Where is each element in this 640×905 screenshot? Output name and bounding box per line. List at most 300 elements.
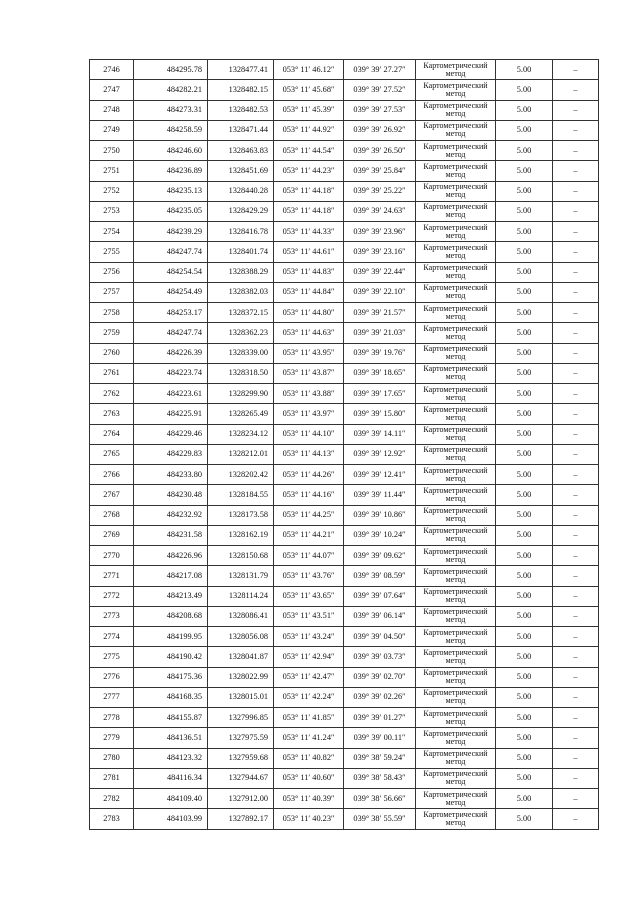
accuracy-cell: 5.00 <box>496 465 553 485</box>
table-row <box>90 546 599 566</box>
point-number-cell: 2754 <box>90 222 134 242</box>
coord-x-cell: 484295.78 <box>134 60 208 80</box>
method-cell: Картометрический метод <box>416 363 496 383</box>
coord-y-cell: 1328429.29 <box>208 201 274 221</box>
coord-x-cell: 484254.54 <box>134 262 208 282</box>
coord-x-cell: 484235.05 <box>134 201 208 221</box>
table-row <box>90 789 599 809</box>
point-number-cell: 2776 <box>90 667 134 687</box>
longitude-cell: 039° 39′ 04.50″ <box>344 627 416 647</box>
coord-y-cell: 1327944.67 <box>208 768 274 788</box>
longitude-cell: 039° 39′ 27.53″ <box>344 100 416 120</box>
coord-x-cell: 484236.89 <box>134 161 208 181</box>
coord-y-cell: 1327996.85 <box>208 708 274 728</box>
table-row <box>90 606 599 626</box>
coord-x-cell: 484175.36 <box>134 667 208 687</box>
latitude-cell: 053° 11′ 44.61″ <box>274 242 344 262</box>
accuracy-cell: 5.00 <box>496 100 553 120</box>
note-cell: – <box>553 768 599 788</box>
longitude-cell: 039° 39′ 07.64″ <box>344 586 416 606</box>
coord-x-cell: 484223.74 <box>134 363 208 383</box>
coord-y-cell: 1328299.90 <box>208 384 274 404</box>
note-cell: – <box>553 384 599 404</box>
table-row <box>90 161 599 181</box>
coord-y-cell: 1328086.41 <box>208 606 274 626</box>
note-cell: – <box>553 789 599 809</box>
coord-x-cell: 484190.42 <box>134 647 208 667</box>
table-row <box>90 100 599 120</box>
accuracy-cell: 5.00 <box>496 768 553 788</box>
point-number-cell: 2756 <box>90 262 134 282</box>
note-cell: – <box>553 606 599 626</box>
longitude-cell: 039° 39′ 03.73″ <box>344 647 416 667</box>
coord-x-cell: 484231.58 <box>134 525 208 545</box>
coord-x-cell: 484282.21 <box>134 80 208 100</box>
latitude-cell: 053° 11′ 43.88″ <box>274 384 344 404</box>
latitude-cell: 053° 11′ 44.10″ <box>274 424 344 444</box>
note-cell: – <box>553 60 599 80</box>
coord-x-cell: 484109.40 <box>134 789 208 809</box>
note-cell: – <box>553 444 599 464</box>
accuracy-cell: 5.00 <box>496 242 553 262</box>
note-cell: – <box>553 262 599 282</box>
latitude-cell: 053° 11′ 43.24″ <box>274 627 344 647</box>
longitude-cell: 039° 39′ 19.76″ <box>344 343 416 363</box>
method-cell: Картометрический метод <box>416 343 496 363</box>
method-cell: Картометрический метод <box>416 80 496 100</box>
method-cell: Картометрический метод <box>416 404 496 424</box>
coord-y-cell: 1328372.15 <box>208 303 274 323</box>
coord-y-cell: 1327975.59 <box>208 728 274 748</box>
latitude-cell: 053° 11′ 44.07″ <box>274 546 344 566</box>
note-cell: – <box>553 242 599 262</box>
coord-x-cell: 484233.80 <box>134 465 208 485</box>
point-number-cell: 2762 <box>90 384 134 404</box>
coord-y-cell: 1328173.58 <box>208 505 274 525</box>
table-row <box>90 120 599 140</box>
note-cell: – <box>553 748 599 768</box>
coord-x-cell: 484253.17 <box>134 303 208 323</box>
latitude-cell: 053° 11′ 42.94″ <box>274 647 344 667</box>
longitude-cell: 039° 39′ 26.92″ <box>344 120 416 140</box>
note-cell: – <box>553 181 599 201</box>
latitude-cell: 053° 11′ 42.24″ <box>274 687 344 707</box>
coord-x-cell: 484239.29 <box>134 222 208 242</box>
accuracy-cell: 5.00 <box>496 343 553 363</box>
note-cell: – <box>553 120 599 140</box>
method-cell: Картометрический метод <box>416 768 496 788</box>
table-row <box>90 424 599 444</box>
coord-y-cell: 1328362.23 <box>208 323 274 343</box>
table-row <box>90 181 599 201</box>
point-number-cell: 2747 <box>90 80 134 100</box>
note-cell: – <box>553 404 599 424</box>
coord-x-cell: 484225.91 <box>134 404 208 424</box>
table-row <box>90 60 599 80</box>
method-cell: Картометрический метод <box>416 262 496 282</box>
longitude-cell: 039° 38′ 58.43″ <box>344 768 416 788</box>
accuracy-cell: 5.00 <box>496 303 553 323</box>
table-row <box>90 728 599 748</box>
coord-y-cell: 1328451.69 <box>208 161 274 181</box>
method-cell: Картометрический метод <box>416 384 496 404</box>
table-row <box>90 222 599 242</box>
accuracy-cell: 5.00 <box>496 384 553 404</box>
note-cell: – <box>553 566 599 586</box>
table-row <box>90 343 599 363</box>
point-number-cell: 2757 <box>90 282 134 302</box>
coord-y-cell: 1328265.49 <box>208 404 274 424</box>
table-body <box>90 60 599 830</box>
table-row <box>90 242 599 262</box>
method-cell: Картометрический метод <box>416 120 496 140</box>
accuracy-cell: 5.00 <box>496 546 553 566</box>
coord-x-cell: 484116.34 <box>134 768 208 788</box>
longitude-cell: 039° 39′ 11.44″ <box>344 485 416 505</box>
note-cell: – <box>553 343 599 363</box>
table-row <box>90 586 599 606</box>
coord-x-cell: 484247.74 <box>134 242 208 262</box>
method-cell: Картометрический метод <box>416 100 496 120</box>
longitude-cell: 039° 39′ 23.96″ <box>344 222 416 242</box>
note-cell: – <box>553 161 599 181</box>
point-number-cell: 2770 <box>90 546 134 566</box>
table-row <box>90 647 599 667</box>
note-cell: – <box>553 647 599 667</box>
coord-y-cell: 1328212.01 <box>208 444 274 464</box>
method-cell: Картометрический метод <box>416 525 496 545</box>
coord-x-cell: 484254.49 <box>134 282 208 302</box>
coord-y-cell: 1327912.00 <box>208 789 274 809</box>
longitude-cell: 039° 38′ 56.66″ <box>344 789 416 809</box>
note-cell: – <box>553 100 599 120</box>
note-cell: – <box>553 627 599 647</box>
coord-x-cell: 484208.68 <box>134 606 208 626</box>
table-row <box>90 687 599 707</box>
latitude-cell: 053° 11′ 44.25″ <box>274 505 344 525</box>
method-cell: Картометрический метод <box>416 728 496 748</box>
latitude-cell: 053° 11′ 40.82″ <box>274 748 344 768</box>
point-number-cell: 2753 <box>90 201 134 221</box>
latitude-cell: 053° 11′ 44.26″ <box>274 465 344 485</box>
coord-y-cell: 1328022.99 <box>208 667 274 687</box>
latitude-cell: 053° 11′ 43.51″ <box>274 606 344 626</box>
longitude-cell: 039° 39′ 24.63″ <box>344 201 416 221</box>
accuracy-cell: 5.00 <box>496 323 553 343</box>
coord-x-cell: 484230.48 <box>134 485 208 505</box>
coordinates-table <box>89 59 599 830</box>
accuracy-cell: 5.00 <box>496 120 553 140</box>
latitude-cell: 053° 11′ 44.63″ <box>274 323 344 343</box>
accuracy-cell: 5.00 <box>496 647 553 667</box>
point-number-cell: 2783 <box>90 809 134 829</box>
point-number-cell: 2760 <box>90 343 134 363</box>
coord-y-cell: 1328184.55 <box>208 485 274 505</box>
latitude-cell: 053° 11′ 44.13″ <box>274 444 344 464</box>
coord-x-cell: 484155.87 <box>134 708 208 728</box>
point-number-cell: 2778 <box>90 708 134 728</box>
method-cell: Картометрический метод <box>416 566 496 586</box>
point-number-cell: 2767 <box>90 485 134 505</box>
coord-x-cell: 484229.46 <box>134 424 208 444</box>
table-row <box>90 323 599 343</box>
accuracy-cell: 5.00 <box>496 708 553 728</box>
method-cell: Картометрический метод <box>416 465 496 485</box>
latitude-cell: 053° 11′ 44.84″ <box>274 282 344 302</box>
note-cell: – <box>553 201 599 221</box>
accuracy-cell: 5.00 <box>496 566 553 586</box>
method-cell: Картометрический метод <box>416 424 496 444</box>
table-row <box>90 444 599 464</box>
method-cell: Картометрический метод <box>416 485 496 505</box>
accuracy-cell: 5.00 <box>496 80 553 100</box>
point-number-cell: 2749 <box>90 120 134 140</box>
latitude-cell: 053° 11′ 41.85″ <box>274 708 344 728</box>
accuracy-cell: 5.00 <box>496 505 553 525</box>
table-row <box>90 384 599 404</box>
accuracy-cell: 5.00 <box>496 525 553 545</box>
coord-y-cell: 1328015.01 <box>208 687 274 707</box>
longitude-cell: 039° 39′ 21.57″ <box>344 303 416 323</box>
coord-x-cell: 484123.32 <box>134 748 208 768</box>
point-number-cell: 2751 <box>90 161 134 181</box>
method-cell: Картометрический метод <box>416 323 496 343</box>
method-cell: Картометрический метод <box>416 161 496 181</box>
table-row <box>90 768 599 788</box>
longitude-cell: 039° 39′ 22.44″ <box>344 262 416 282</box>
method-cell: Картометрический метод <box>416 282 496 302</box>
table-row <box>90 404 599 424</box>
point-number-cell: 2769 <box>90 525 134 545</box>
accuracy-cell: 5.00 <box>496 789 553 809</box>
latitude-cell: 053° 11′ 44.23″ <box>274 161 344 181</box>
point-number-cell: 2782 <box>90 789 134 809</box>
point-number-cell: 2771 <box>90 566 134 586</box>
accuracy-cell: 5.00 <box>496 404 553 424</box>
table-row <box>90 627 599 647</box>
method-cell: Картометрический метод <box>416 667 496 687</box>
point-number-cell: 2779 <box>90 728 134 748</box>
coord-x-cell: 484168.35 <box>134 687 208 707</box>
latitude-cell: 053° 11′ 44.18″ <box>274 201 344 221</box>
method-cell: Картометрический метод <box>416 444 496 464</box>
latitude-cell: 053° 11′ 44.18″ <box>274 181 344 201</box>
latitude-cell: 053° 11′ 43.76″ <box>274 566 344 586</box>
coord-x-cell: 484226.39 <box>134 343 208 363</box>
accuracy-cell: 5.00 <box>496 444 553 464</box>
latitude-cell: 053° 11′ 42.47″ <box>274 667 344 687</box>
note-cell: – <box>553 282 599 302</box>
point-number-cell: 2764 <box>90 424 134 444</box>
coord-y-cell: 1328150.68 <box>208 546 274 566</box>
point-number-cell: 2759 <box>90 323 134 343</box>
longitude-cell: 039° 39′ 25.84″ <box>344 161 416 181</box>
coord-y-cell: 1328388.29 <box>208 262 274 282</box>
point-number-cell: 2774 <box>90 627 134 647</box>
note-cell: – <box>553 80 599 100</box>
coord-x-cell: 484226.96 <box>134 546 208 566</box>
point-number-cell: 2777 <box>90 687 134 707</box>
latitude-cell: 053° 11′ 44.33″ <box>274 222 344 242</box>
point-number-cell: 2763 <box>90 404 134 424</box>
accuracy-cell: 5.00 <box>496 262 553 282</box>
coord-x-cell: 484217.08 <box>134 566 208 586</box>
table-row <box>90 505 599 525</box>
coord-y-cell: 1328318.50 <box>208 363 274 383</box>
longitude-cell: 039° 39′ 12.92″ <box>344 444 416 464</box>
longitude-cell: 039° 39′ 00.11″ <box>344 728 416 748</box>
method-cell: Картометрический метод <box>416 708 496 728</box>
coord-y-cell: 1328471.44 <box>208 120 274 140</box>
longitude-cell: 039° 38′ 59.24″ <box>344 748 416 768</box>
point-number-cell: 2748 <box>90 100 134 120</box>
coord-y-cell: 1328162.19 <box>208 525 274 545</box>
method-cell: Картометрический метод <box>416 789 496 809</box>
longitude-cell: 039° 39′ 02.70″ <box>344 667 416 687</box>
method-cell: Картометрический метод <box>416 222 496 242</box>
coord-x-cell: 484258.59 <box>134 120 208 140</box>
longitude-cell: 039° 39′ 21.03″ <box>344 323 416 343</box>
coord-y-cell: 1328463.83 <box>208 141 274 161</box>
method-cell: Картометрический метод <box>416 303 496 323</box>
longitude-cell: 039° 39′ 26.50″ <box>344 141 416 161</box>
note-cell: – <box>553 667 599 687</box>
accuracy-cell: 5.00 <box>496 748 553 768</box>
coord-y-cell: 1328477.41 <box>208 60 274 80</box>
latitude-cell: 053° 11′ 44.92″ <box>274 120 344 140</box>
longitude-cell: 039° 39′ 27.27″ <box>344 60 416 80</box>
longitude-cell: 039° 39′ 25.22″ <box>344 181 416 201</box>
longitude-cell: 039° 39′ 14.11″ <box>344 424 416 444</box>
note-cell: – <box>553 687 599 707</box>
table-row <box>90 262 599 282</box>
latitude-cell: 053° 11′ 45.68″ <box>274 80 344 100</box>
accuracy-cell: 5.00 <box>496 687 553 707</box>
method-cell: Картометрический метод <box>416 586 496 606</box>
longitude-cell: 039° 39′ 10.24″ <box>344 525 416 545</box>
point-number-cell: 2781 <box>90 768 134 788</box>
coord-y-cell: 1328056.08 <box>208 627 274 647</box>
point-number-cell: 2772 <box>90 586 134 606</box>
latitude-cell: 053° 11′ 44.83″ <box>274 262 344 282</box>
coord-y-cell: 1328401.74 <box>208 242 274 262</box>
method-cell: Картометрический метод <box>416 748 496 768</box>
table-row <box>90 748 599 768</box>
point-number-cell: 2752 <box>90 181 134 201</box>
note-cell: – <box>553 505 599 525</box>
coord-y-cell: 1328234.12 <box>208 424 274 444</box>
accuracy-cell: 5.00 <box>496 141 553 161</box>
longitude-cell: 039° 39′ 23.16″ <box>344 242 416 262</box>
longitude-cell: 039° 39′ 22.10″ <box>344 282 416 302</box>
table-row <box>90 809 599 829</box>
latitude-cell: 053° 11′ 46.12″ <box>274 60 344 80</box>
table-row <box>90 708 599 728</box>
accuracy-cell: 5.00 <box>496 161 553 181</box>
coord-y-cell: 1328382.03 <box>208 282 274 302</box>
longitude-cell: 039° 39′ 15.80″ <box>344 404 416 424</box>
method-cell: Картометрический метод <box>416 181 496 201</box>
coord-y-cell: 1328202.42 <box>208 465 274 485</box>
method-cell: Картометрический метод <box>416 687 496 707</box>
point-number-cell: 2765 <box>90 444 134 464</box>
coord-x-cell: 484136.51 <box>134 728 208 748</box>
longitude-cell: 039° 39′ 02.26″ <box>344 687 416 707</box>
method-cell: Картометрический метод <box>416 242 496 262</box>
coord-x-cell: 484223.61 <box>134 384 208 404</box>
accuracy-cell: 5.00 <box>496 282 553 302</box>
coord-y-cell: 1328131.79 <box>208 566 274 586</box>
point-number-cell: 2775 <box>90 647 134 667</box>
longitude-cell: 039° 39′ 08.59″ <box>344 566 416 586</box>
point-number-cell: 2750 <box>90 141 134 161</box>
accuracy-cell: 5.00 <box>496 222 553 242</box>
method-cell: Картометрический метод <box>416 546 496 566</box>
accuracy-cell: 5.00 <box>496 485 553 505</box>
latitude-cell: 053° 11′ 43.65″ <box>274 586 344 606</box>
point-number-cell: 2768 <box>90 505 134 525</box>
method-cell: Картометрический метод <box>416 141 496 161</box>
table-row <box>90 303 599 323</box>
point-number-cell: 2746 <box>90 60 134 80</box>
table-row <box>90 465 599 485</box>
latitude-cell: 053° 11′ 43.97″ <box>274 404 344 424</box>
note-cell: – <box>553 363 599 383</box>
accuracy-cell: 5.00 <box>496 363 553 383</box>
table-row <box>90 485 599 505</box>
method-cell: Картометрический метод <box>416 505 496 525</box>
table-row <box>90 201 599 221</box>
coord-x-cell: 484229.83 <box>134 444 208 464</box>
accuracy-cell: 5.00 <box>496 728 553 748</box>
note-cell: – <box>553 525 599 545</box>
coord-x-cell: 484273.31 <box>134 100 208 120</box>
latitude-cell: 053° 11′ 43.95″ <box>274 343 344 363</box>
accuracy-cell: 5.00 <box>496 627 553 647</box>
coord-y-cell: 1328041.87 <box>208 647 274 667</box>
latitude-cell: 053° 11′ 45.39″ <box>274 100 344 120</box>
latitude-cell: 053° 11′ 43.87″ <box>274 363 344 383</box>
point-number-cell: 2761 <box>90 363 134 383</box>
note-cell: – <box>553 546 599 566</box>
accuracy-cell: 5.00 <box>496 201 553 221</box>
longitude-cell: 039° 39′ 06.14″ <box>344 606 416 626</box>
coord-x-cell: 484232.92 <box>134 505 208 525</box>
method-cell: Картометрический метод <box>416 201 496 221</box>
note-cell: – <box>553 424 599 444</box>
longitude-cell: 039° 39′ 27.52″ <box>344 80 416 100</box>
point-number-cell: 2758 <box>90 303 134 323</box>
method-cell: Картометрический метод <box>416 809 496 829</box>
accuracy-cell: 5.00 <box>496 667 553 687</box>
table-row <box>90 141 599 161</box>
note-cell: – <box>553 303 599 323</box>
note-cell: – <box>553 809 599 829</box>
point-number-cell: 2773 <box>90 606 134 626</box>
coord-y-cell: 1328440.28 <box>208 181 274 201</box>
latitude-cell: 053° 11′ 41.24″ <box>274 728 344 748</box>
point-number-cell: 2766 <box>90 465 134 485</box>
longitude-cell: 039° 39′ 09.62″ <box>344 546 416 566</box>
table-row <box>90 667 599 687</box>
table-row <box>90 566 599 586</box>
latitude-cell: 053° 11′ 44.16″ <box>274 485 344 505</box>
longitude-cell: 039° 39′ 18.65″ <box>344 363 416 383</box>
method-cell: Картометрический метод <box>416 627 496 647</box>
method-cell: Картометрический метод <box>416 606 496 626</box>
coord-y-cell: 1328482.15 <box>208 80 274 100</box>
coord-x-cell: 484247.74 <box>134 323 208 343</box>
